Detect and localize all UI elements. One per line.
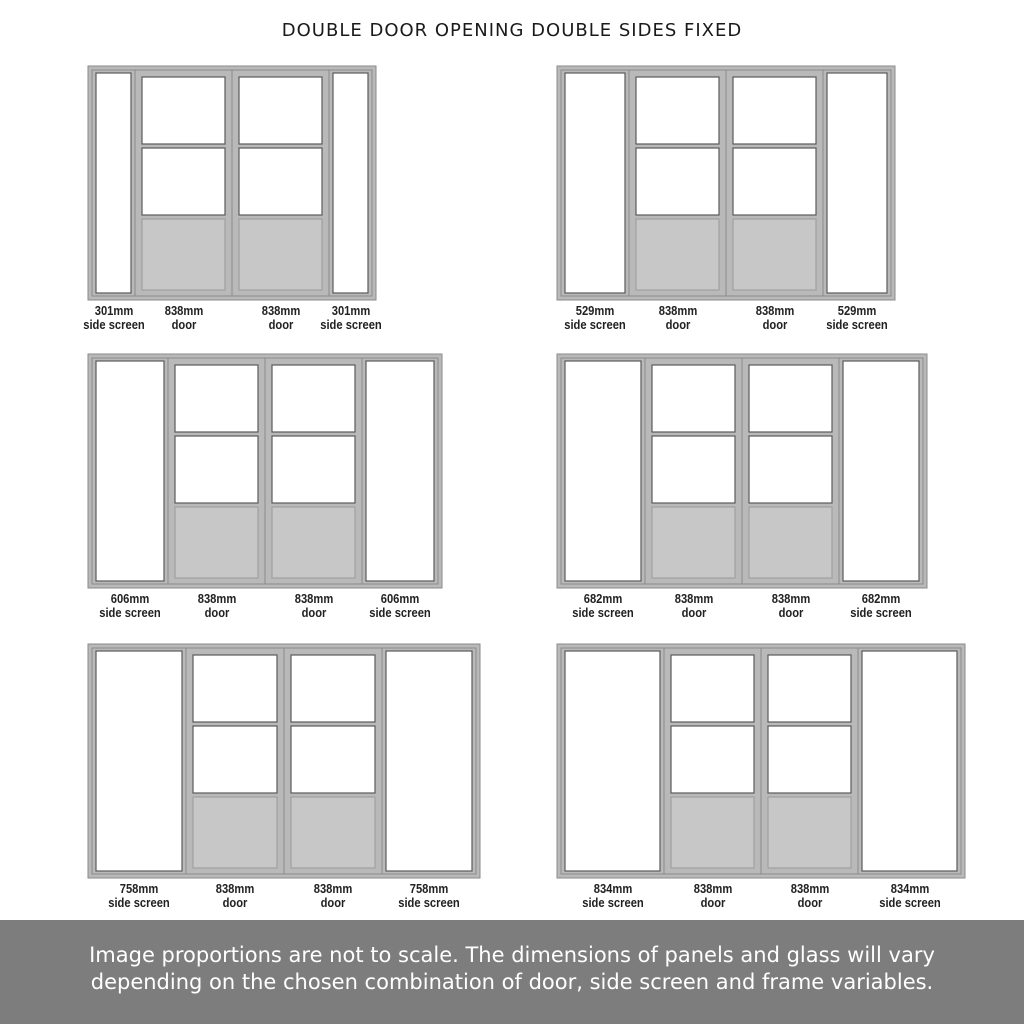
door-dimension-label: [762, 882, 857, 910]
side-screen-glass: [386, 651, 472, 871]
disclaimer-banner: [0, 920, 1024, 1024]
dimension-kind: door: [171, 317, 196, 332]
side-screen-glass: [96, 73, 131, 293]
door-upper-glass: [142, 77, 225, 144]
door-configuration-2: [557, 66, 895, 300]
side-screen-dimension-label: [548, 304, 643, 332]
dimension-kind: side screen: [99, 605, 161, 620]
side-screen-glass: [96, 361, 164, 581]
side-screen-dimension-label: [353, 592, 448, 620]
dimension-size: 301mm: [94, 303, 133, 318]
door-bottom-panel: [733, 219, 816, 290]
door-configuration-6: [557, 644, 965, 878]
dimension-kind: side screen: [581, 895, 644, 910]
door-configuration-4: [557, 354, 927, 588]
door-upper-glass: [175, 365, 258, 432]
door-bottom-panel: [272, 507, 355, 578]
dimension-size: 838mm: [261, 303, 300, 318]
dimension-kind: door: [700, 895, 725, 910]
door-dimension-label: [286, 882, 381, 910]
dimension-kind: side screen: [108, 895, 170, 910]
side-screen-glass: [565, 361, 641, 581]
dimension-kind: door: [797, 895, 822, 910]
door-upper-glass: [652, 365, 735, 432]
dimension-kind: side screen: [369, 605, 431, 620]
dimension-size: 838mm: [674, 591, 713, 606]
dimension-kind: side screen: [878, 895, 941, 910]
door-dimension-label: [727, 304, 822, 332]
door-middle-glass: [239, 148, 322, 215]
door-bottom-panel: [193, 797, 277, 868]
side-screen-dimension-label: [83, 592, 178, 620]
door-upper-glass: [671, 655, 754, 722]
side-screen-glass: [565, 651, 660, 871]
side-screen-glass: [843, 361, 919, 581]
side-screen-dimension-label: [810, 304, 905, 332]
dimension-kind: side screen: [572, 605, 634, 620]
dimension-size: 529mm: [837, 303, 877, 318]
dimension-size: 834mm: [593, 881, 632, 896]
side-screen-glass: [827, 73, 887, 293]
side-screen-dimension-label: [382, 882, 477, 910]
door-upper-glass: [193, 655, 277, 722]
dimension-size: 838mm: [313, 881, 353, 896]
dimension-size: 758mm: [119, 881, 159, 896]
dimension-size: 834mm: [890, 881, 929, 896]
door-dimension-label: [646, 592, 741, 620]
door-middle-glass: [142, 148, 225, 215]
dimension-size: 838mm: [164, 303, 203, 318]
dimension-size: 838mm: [197, 591, 236, 606]
door-dimension-label: [188, 882, 283, 910]
door-upper-glass: [768, 655, 851, 722]
dimension-kind: door: [268, 317, 293, 332]
door-middle-glass: [291, 726, 375, 793]
door-upper-glass: [636, 77, 719, 144]
dimension-kind: side screen: [850, 605, 912, 620]
dimension-size: 301mm: [331, 303, 370, 318]
door-upper-glass: [239, 77, 322, 144]
side-screen-glass: [565, 73, 625, 293]
dimension-size: 838mm: [755, 303, 794, 318]
dimension-kind: side screen: [398, 895, 460, 910]
door-bottom-panel: [175, 507, 258, 578]
side-screen-dimension-label: [92, 882, 187, 910]
door-middle-glass: [733, 148, 816, 215]
dimension-kind: door: [778, 605, 803, 620]
side-screen-dimension-label: [834, 592, 929, 620]
dimension-size: 838mm: [693, 881, 732, 896]
dimension-kind: door: [320, 895, 346, 910]
side-screen-dimension-label: [556, 592, 651, 620]
dimension-size: 606mm: [110, 591, 150, 606]
dimension-size: 838mm: [790, 881, 829, 896]
dimension-kind: side screen: [564, 317, 626, 332]
door-upper-glass: [272, 365, 355, 432]
dimension-size: 529mm: [575, 303, 615, 318]
door-dimension-label: [266, 592, 361, 620]
door-dimension-label: [630, 304, 725, 332]
side-screen-dimension-label: [862, 882, 957, 910]
door-upper-glass: [733, 77, 816, 144]
door-upper-glass: [291, 655, 375, 722]
dimension-size: 838mm: [658, 303, 697, 318]
dimension-kind: door: [222, 895, 248, 910]
disclaimer-line-1: Image proportions are not to scale. The dimensions of panels and glass will vary: [89, 943, 935, 967]
dimension-size: 682mm: [583, 591, 623, 606]
door-dimension-label: [743, 592, 838, 620]
door-middle-glass: [272, 436, 355, 503]
door-configuration-1: [88, 66, 376, 300]
dimension-size: 838mm: [294, 591, 333, 606]
door-bottom-panel: [768, 797, 851, 868]
door-bottom-panel: [142, 219, 225, 290]
door-middle-glass: [175, 436, 258, 503]
door-dimension-label: [169, 592, 264, 620]
dimension-kind: door: [204, 605, 229, 620]
dimension-size: 682mm: [861, 591, 901, 606]
door-middle-glass: [749, 436, 832, 503]
door-configuration-3: [88, 354, 442, 588]
dimension-kind: door: [665, 317, 690, 332]
dimension-size: 606mm: [380, 591, 420, 606]
dimension-size: 758mm: [409, 881, 449, 896]
door-bottom-panel: [652, 507, 735, 578]
door-middle-glass: [652, 436, 735, 503]
door-dimension-label: [136, 304, 231, 332]
dimension-kind: door: [681, 605, 706, 620]
dimension-kind: side screen: [826, 317, 888, 332]
door-bottom-panel: [671, 797, 754, 868]
page-title: DOUBLE DOOR OPENING DOUBLE SIDES FIXED: [281, 20, 743, 41]
side-screen-glass: [333, 73, 368, 293]
side-screen-glass: [366, 361, 434, 581]
dimension-size: 838mm: [215, 881, 255, 896]
dimension-kind: side screen: [82, 317, 145, 332]
door-configuration-5: [88, 644, 480, 878]
side-screen-glass: [862, 651, 957, 871]
dimension-size: 838mm: [771, 591, 810, 606]
side-screen-dimension-label: [303, 304, 398, 332]
door-bottom-panel: [636, 219, 719, 290]
dimension-kind: door: [762, 317, 787, 332]
door-middle-glass: [671, 726, 754, 793]
door-middle-glass: [636, 148, 719, 215]
dimension-kind: side screen: [319, 317, 382, 332]
door-bottom-panel: [291, 797, 375, 868]
side-screen-glass: [96, 651, 182, 871]
door-middle-glass: [193, 726, 277, 793]
door-bottom-panel: [749, 507, 832, 578]
door-middle-glass: [768, 726, 851, 793]
disclaimer-line-2: depending on the chosen combination of door, side screen and frame variables.: [90, 970, 934, 994]
door-dimension-label: [665, 882, 760, 910]
door-bottom-panel: [239, 219, 322, 290]
dimension-kind: door: [301, 605, 326, 620]
side-screen-dimension-label: [565, 882, 660, 910]
door-upper-glass: [749, 365, 832, 432]
